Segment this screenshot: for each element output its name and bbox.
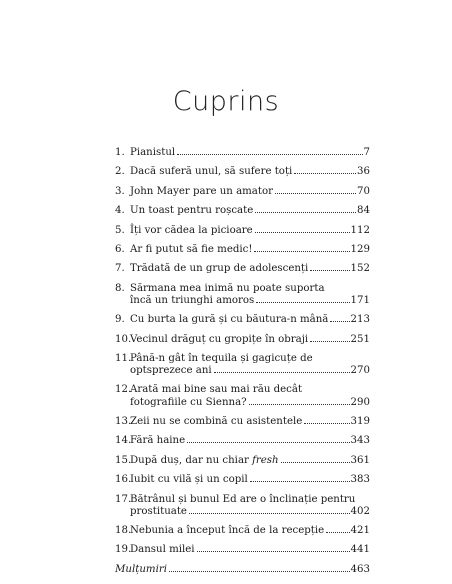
toc-entry-title: Pianistul bbox=[130, 147, 176, 158]
toc-entry[interactable] bbox=[115, 353, 370, 377]
toc-entry[interactable] bbox=[115, 416, 370, 428]
toc-entry-number: 14. bbox=[115, 435, 132, 447]
toc-entry-title: Arată mai bine sau mai rău decât bbox=[130, 384, 303, 396]
toc-entry-title: Dacă suferă unul, să sufere toți bbox=[130, 166, 293, 178]
toc-entry-page: 421 bbox=[350, 525, 370, 537]
toc-entry-page: 343 bbox=[350, 435, 370, 447]
toc-entry-page: 463 bbox=[350, 563, 370, 575]
toc-entry-title: Cu burta la gură și cu băutura-n mână bbox=[130, 314, 329, 326]
toc-entry-number: 17. bbox=[115, 493, 132, 505]
dot-leader bbox=[310, 270, 349, 271]
dot-leader bbox=[304, 423, 349, 424]
dot-leader bbox=[189, 513, 350, 514]
toc-entry[interactable] bbox=[115, 244, 370, 256]
toc-entry-title-continued: prostituate bbox=[130, 505, 187, 517]
toc-entry-title: Vecinul drăguț cu gropițe în obraji bbox=[130, 333, 309, 345]
dot-leader bbox=[310, 341, 349, 342]
toc-entry-page: 171 bbox=[350, 294, 370, 306]
toc-entry-number: 3. bbox=[115, 185, 125, 197]
toc-entry-number: 15. bbox=[115, 454, 132, 466]
toc-entry-number: 5. bbox=[115, 224, 125, 236]
toc-entry-page: 84 bbox=[357, 205, 370, 217]
dot-leader bbox=[294, 173, 356, 174]
toc-entry[interactable] bbox=[115, 494, 370, 518]
dot-leader bbox=[326, 532, 349, 533]
toc-entry[interactable] bbox=[115, 474, 370, 486]
dot-leader bbox=[169, 571, 350, 572]
toc-entry-number: 16. bbox=[115, 474, 132, 486]
toc-entry[interactable] bbox=[115, 314, 370, 326]
toc-entry-title-continued: fotografiile cu Sienna? bbox=[130, 396, 247, 408]
page-title: Cuprins bbox=[172, 86, 280, 117]
toc-entry[interactable] bbox=[115, 263, 370, 275]
toc-entry[interactable] bbox=[115, 283, 370, 307]
dot-leader bbox=[254, 251, 349, 252]
toc-entry-number: 4. bbox=[115, 205, 125, 217]
toc-entry-title-continued: optsprezece ani bbox=[130, 365, 212, 377]
toc-entry-title bbox=[130, 455, 279, 467]
toc-entry-page: 129 bbox=[350, 243, 370, 255]
toc-entry-page: 112 bbox=[350, 224, 370, 236]
toc-entry-title-italic: fresh bbox=[252, 454, 279, 466]
dot-leader bbox=[256, 302, 349, 303]
toc-entry-number: 12. bbox=[115, 384, 132, 396]
toc-entry-page: 383 bbox=[350, 474, 370, 486]
toc-entry-title: Până-n gât în tequila și gagicuțe de bbox=[130, 353, 313, 364]
toc-entry-title: Bătrânul și bunul Ed are o înclinație pentru bbox=[130, 493, 356, 505]
toc-entry[interactable] bbox=[115, 525, 370, 537]
table-of-contents bbox=[115, 147, 370, 583]
toc-entry-page: 213 bbox=[350, 314, 370, 326]
toc-entry-page: 7 bbox=[363, 147, 370, 158]
toc-entry-title: Mulțumiri bbox=[115, 563, 167, 575]
toc-entry-page: 270 bbox=[350, 365, 370, 377]
toc-entry-title: Sărmana mea inimă nu poate suporta bbox=[130, 282, 325, 294]
toc-entry-page: 319 bbox=[350, 415, 370, 427]
toc-entry[interactable] bbox=[115, 435, 370, 447]
toc-entry-page: 290 bbox=[350, 396, 370, 408]
dot-leader bbox=[177, 154, 362, 155]
dot-leader bbox=[214, 372, 350, 373]
toc-entry-title-text: După duș, dar nu chiar bbox=[130, 454, 253, 466]
toc-entry-number: 7. bbox=[115, 263, 125, 275]
toc-entry-title: John Mayer pare un amator bbox=[130, 185, 273, 197]
toc-entry-page: 152 bbox=[350, 263, 370, 275]
toc-entry-page: 402 bbox=[350, 505, 370, 517]
toc-entry-title: Îți vor cădea la picioare bbox=[130, 224, 253, 236]
toc-entry[interactable] bbox=[115, 225, 370, 237]
toc-entry-title: Ar fi putut să fie medic! bbox=[130, 243, 253, 255]
toc-entry-number: 9. bbox=[115, 314, 125, 326]
toc-entry-page: 36 bbox=[357, 166, 370, 178]
dot-leader bbox=[330, 321, 349, 322]
toc-entry[interactable] bbox=[115, 384, 370, 408]
toc-entry-number: 2. bbox=[115, 166, 125, 178]
dot-leader bbox=[255, 232, 350, 233]
dot-leader bbox=[255, 212, 356, 213]
toc-entry-title: Dansul milei bbox=[130, 544, 195, 556]
toc-entry-page: 441 bbox=[350, 544, 370, 556]
toc-entry-page: 361 bbox=[350, 454, 370, 466]
toc-entry[interactable] bbox=[115, 544, 370, 556]
toc-entry-title: Iubit cu vilă și un copil bbox=[130, 474, 248, 486]
toc-entry-number: 1. bbox=[115, 147, 125, 158]
toc-entry-number: 18. bbox=[115, 525, 132, 537]
dot-leader bbox=[275, 193, 356, 194]
toc-entry[interactable] bbox=[115, 147, 370, 159]
dot-leader bbox=[281, 462, 350, 463]
dot-leader bbox=[249, 404, 350, 405]
toc-entry[interactable] bbox=[115, 186, 370, 198]
dot-leader bbox=[250, 481, 350, 482]
toc-entry-number: 8. bbox=[115, 282, 125, 294]
toc-entry[interactable] bbox=[115, 334, 370, 346]
toc-entry-title: Nebunia a început încă de la recepție bbox=[130, 525, 325, 537]
dot-leader bbox=[187, 442, 349, 443]
toc-entry[interactable] bbox=[115, 166, 370, 178]
dot-leader bbox=[197, 551, 350, 552]
toc-entry-title: Trădată de un grup de adolescenți bbox=[130, 263, 309, 275]
toc-entry-page: 251 bbox=[350, 333, 370, 345]
toc-entry-acknowledgements[interactable] bbox=[115, 564, 370, 576]
toc-entry[interactable] bbox=[115, 205, 370, 217]
toc-entry-number: 19. bbox=[115, 544, 132, 556]
toc-entry-number: 11. bbox=[115, 353, 132, 364]
toc-entry-number: 10. bbox=[115, 333, 132, 345]
toc-entry-title-continued: încă un triunghi amoros bbox=[130, 294, 255, 306]
toc-entry-title: Fără haine bbox=[130, 435, 186, 447]
toc-entry-number: 13. bbox=[115, 415, 132, 427]
toc-entry[interactable] bbox=[115, 455, 370, 467]
toc-entry-page: 70 bbox=[357, 185, 370, 197]
toc-entry-title: Zeii nu se combină cu asistentele bbox=[130, 415, 303, 427]
toc-entry-number: 6. bbox=[115, 243, 125, 255]
toc-entry-title: Un toast pentru roșcate bbox=[130, 205, 254, 217]
